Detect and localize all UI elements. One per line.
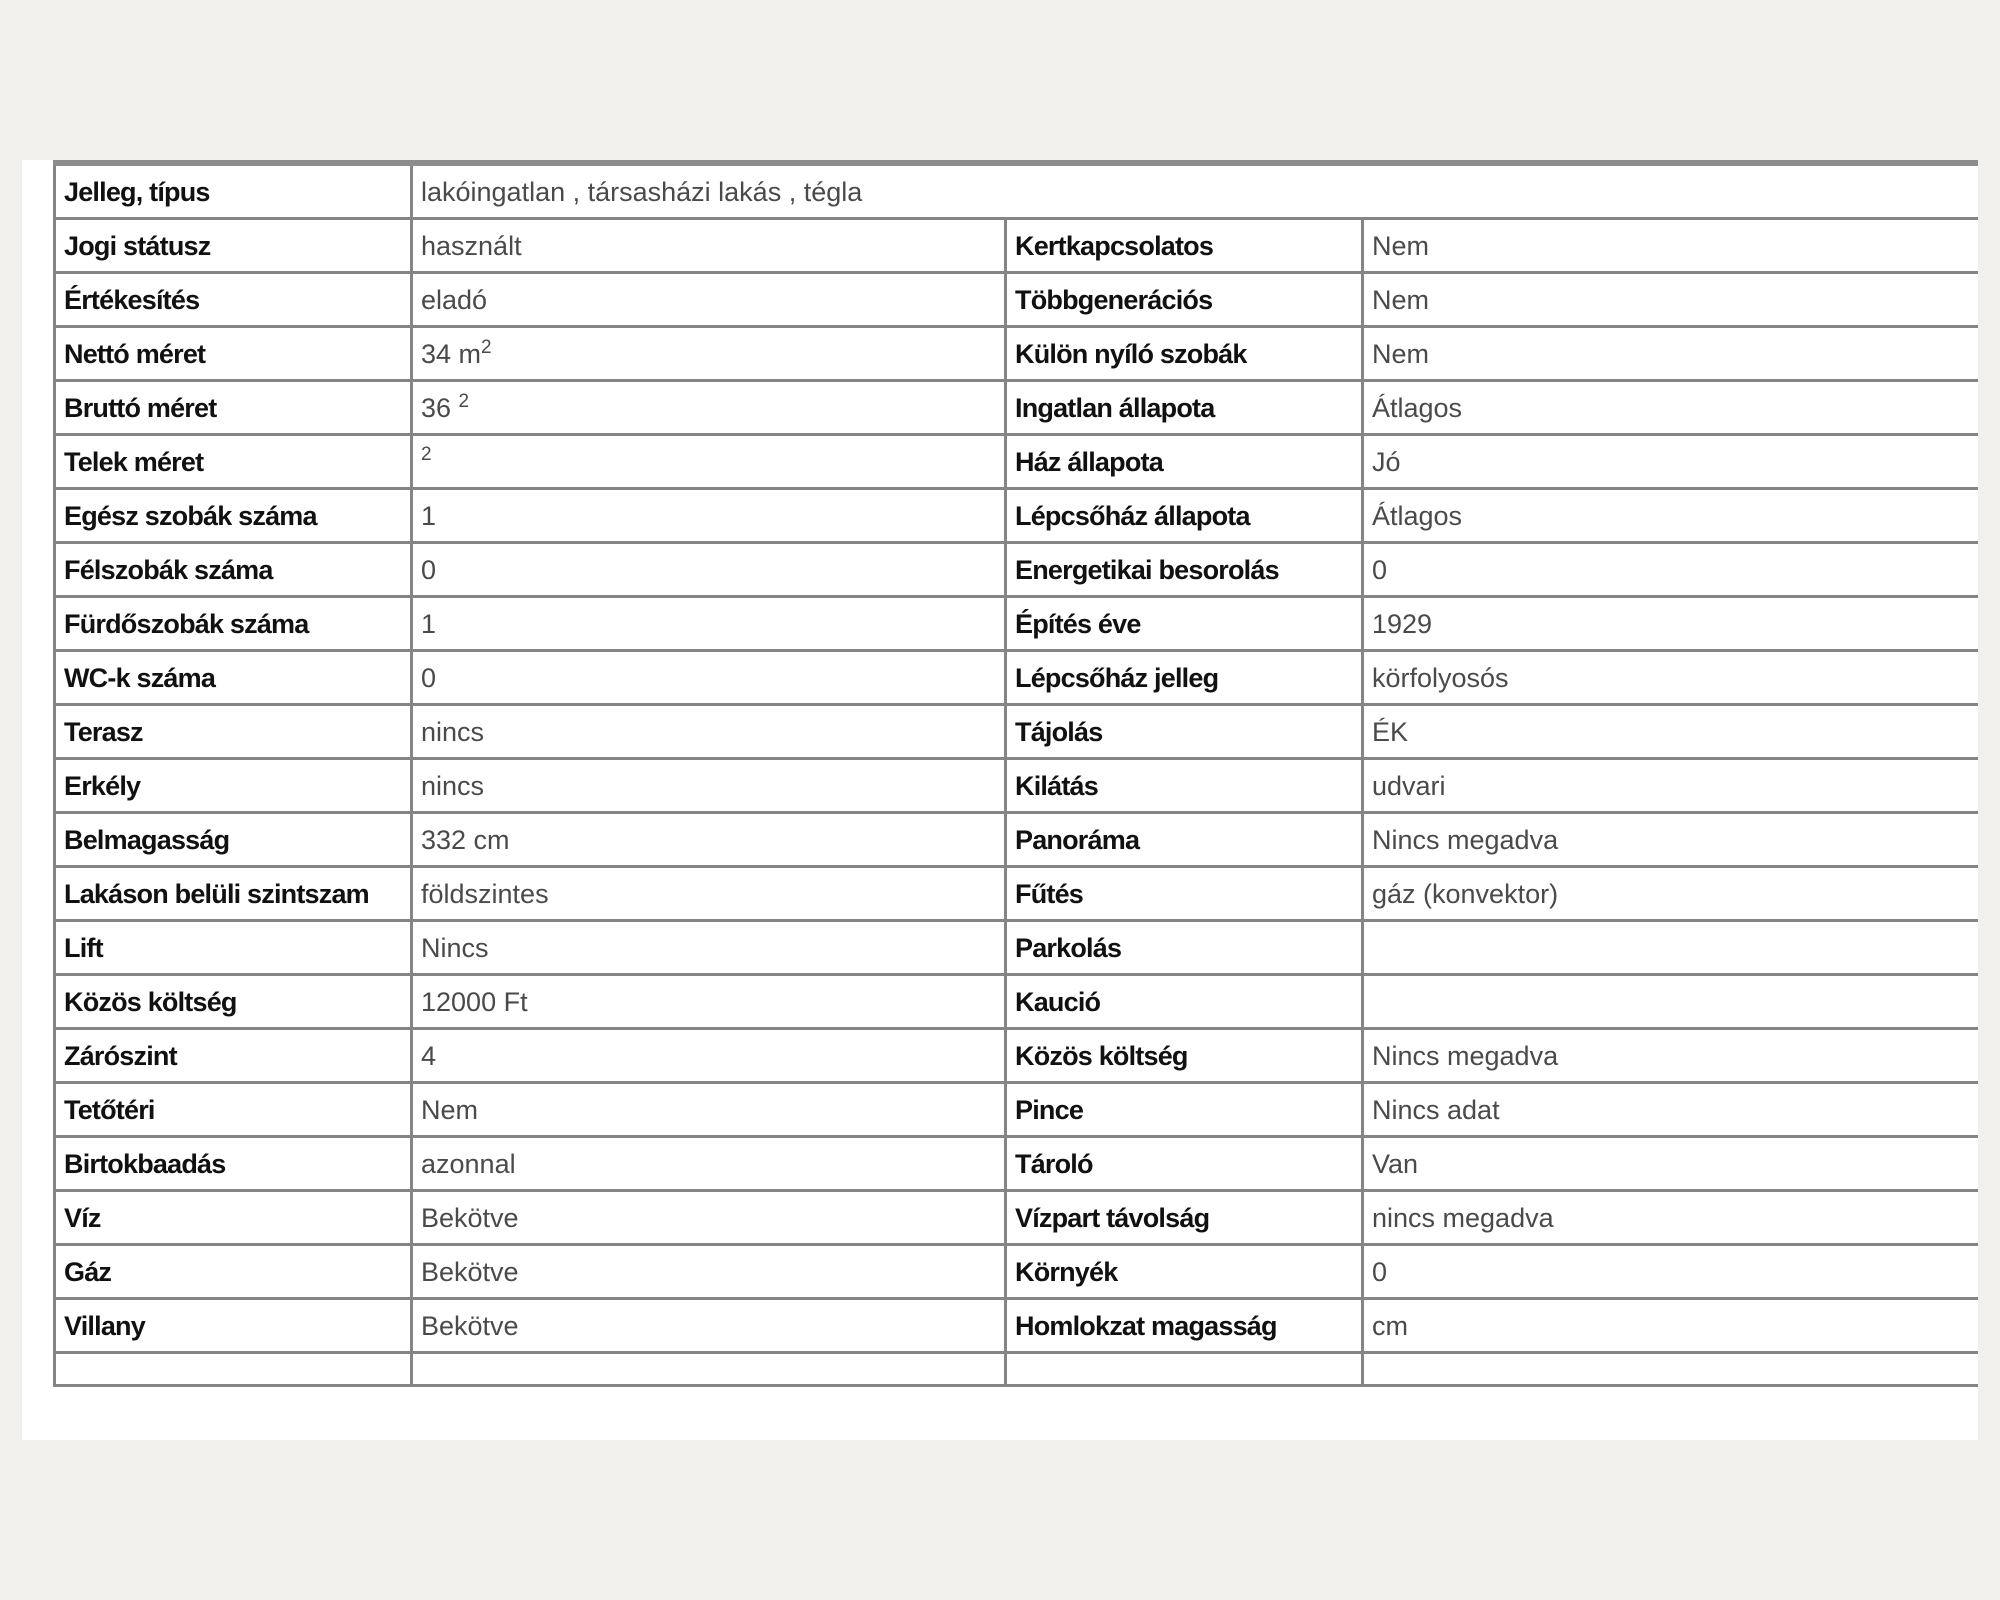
table-row bbox=[55, 489, 1979, 543]
table-row bbox=[55, 1083, 1979, 1137]
row-label: Fürdőszobák száma bbox=[55, 597, 412, 651]
row-label: Birtokbaadás bbox=[55, 1137, 412, 1191]
row-label-2: Lépcsőház jelleg bbox=[1006, 651, 1363, 705]
row-label: Jogi státusz bbox=[55, 219, 412, 273]
table-row bbox=[55, 597, 1979, 651]
row-label-2: Energetikai besorolás bbox=[1006, 543, 1363, 597]
row-label-2: Panoráma bbox=[1006, 813, 1363, 867]
row-label: Jelleg, típus bbox=[55, 163, 412, 219]
row-label-2: Fűtés bbox=[1006, 867, 1363, 921]
row-value bbox=[412, 435, 1006, 489]
table-row bbox=[55, 435, 1979, 489]
row-value: 0 bbox=[412, 543, 1006, 597]
row-value-2: nincs megadva bbox=[1363, 1191, 1979, 1245]
row-value-2 bbox=[1363, 921, 1979, 975]
row-label: Nettó méret bbox=[55, 327, 412, 381]
table-row bbox=[55, 813, 1979, 867]
row-label: Terasz bbox=[55, 705, 412, 759]
table-row bbox=[55, 651, 1979, 705]
table-row bbox=[55, 273, 1979, 327]
row-value-2: Átlagos bbox=[1363, 489, 1979, 543]
row-value-2: cm bbox=[1363, 1299, 1979, 1353]
row-label-2: Homlokzat magasság bbox=[1006, 1299, 1363, 1353]
row-value-2: körfolyosós bbox=[1363, 651, 1979, 705]
row-value-2 bbox=[1363, 975, 1979, 1029]
row-label: Lift bbox=[55, 921, 412, 975]
row-value: Bekötve bbox=[412, 1245, 1006, 1299]
row-value: nincs bbox=[412, 759, 1006, 813]
row-value-2: udvari bbox=[1363, 759, 1979, 813]
row-label: Közös költség bbox=[55, 975, 412, 1029]
document-sheet bbox=[22, 160, 1978, 1440]
superscript: 2 bbox=[458, 390, 470, 412]
row-label-2: Parkolás bbox=[1006, 921, 1363, 975]
row-value-2: Nem bbox=[1363, 219, 1979, 273]
row-label: Villany bbox=[55, 1299, 412, 1353]
row-value-2: 1929 bbox=[1363, 597, 1979, 651]
row-value: Nem bbox=[412, 1083, 1006, 1137]
row-value: 4 bbox=[412, 1029, 1006, 1083]
empty-cell bbox=[412, 1353, 1006, 1386]
row-value: földszintes bbox=[412, 867, 1006, 921]
row-label-2: Kaució bbox=[1006, 975, 1363, 1029]
row-value-2: 0 bbox=[1363, 1245, 1979, 1299]
row-label: Belmagasság bbox=[55, 813, 412, 867]
row-value: használt bbox=[412, 219, 1006, 273]
row-value: 332 cm bbox=[412, 813, 1006, 867]
table-row bbox=[55, 327, 1979, 381]
property-details-table bbox=[53, 160, 1978, 1387]
row-value: 0 bbox=[412, 651, 1006, 705]
row-value: azonnal bbox=[412, 1137, 1006, 1191]
row-label-2: Építés éve bbox=[1006, 597, 1363, 651]
row-label: Víz bbox=[55, 1191, 412, 1245]
row-label-2: Ház állapota bbox=[1006, 435, 1363, 489]
row-value: eladó bbox=[412, 273, 1006, 327]
row-label: Erkély bbox=[55, 759, 412, 813]
row-label-2: Tájolás bbox=[1006, 705, 1363, 759]
superscript: 2 bbox=[421, 443, 432, 465]
row-value-2: Nem bbox=[1363, 327, 1979, 381]
value-text: 34 m bbox=[421, 338, 482, 369]
row-value bbox=[412, 327, 1006, 381]
row-value: 1 bbox=[412, 597, 1006, 651]
row-label: Bruttó méret bbox=[55, 381, 412, 435]
table-row-cut-off bbox=[55, 1353, 1979, 1386]
row-value-2: Van bbox=[1363, 1137, 1979, 1191]
row-label: Tetőtéri bbox=[55, 1083, 412, 1137]
row-value: 1 bbox=[412, 489, 1006, 543]
row-value-2: ÉK bbox=[1363, 705, 1979, 759]
row-label: Félszobák száma bbox=[55, 543, 412, 597]
row-value-2: gáz (konvektor) bbox=[1363, 867, 1979, 921]
table-row bbox=[55, 163, 1979, 219]
row-value: Nincs bbox=[412, 921, 1006, 975]
row-label-2: Kertkapcsolatos bbox=[1006, 219, 1363, 273]
table-row bbox=[55, 381, 1979, 435]
empty-cell bbox=[55, 1353, 412, 1386]
table-row bbox=[55, 1137, 1979, 1191]
row-label: Telek méret bbox=[55, 435, 412, 489]
table-row bbox=[55, 1191, 1979, 1245]
table-row bbox=[55, 1245, 1979, 1299]
row-label-2: Vízpart távolság bbox=[1006, 1191, 1363, 1245]
row-value-2: Átlagos bbox=[1363, 381, 1979, 435]
table-row bbox=[55, 1029, 1979, 1083]
row-value-2: Nincs megadva bbox=[1363, 1029, 1979, 1083]
table-row bbox=[55, 219, 1979, 273]
row-label-2: Közös költség bbox=[1006, 1029, 1363, 1083]
table-row bbox=[55, 975, 1979, 1029]
empty-cell bbox=[1363, 1353, 1979, 1386]
value-text: 36 bbox=[421, 392, 459, 423]
row-value: nincs bbox=[412, 705, 1006, 759]
row-value: 12000 Ft bbox=[412, 975, 1006, 1029]
row-value-2: Nem bbox=[1363, 273, 1979, 327]
row-value-2: Jó bbox=[1363, 435, 1979, 489]
table-row bbox=[55, 543, 1979, 597]
row-value-2: 0 bbox=[1363, 543, 1979, 597]
row-value: Bekötve bbox=[412, 1299, 1006, 1353]
row-label-2: Kilátás bbox=[1006, 759, 1363, 813]
row-label-2: Környék bbox=[1006, 1245, 1363, 1299]
row-label-2: Pince bbox=[1006, 1083, 1363, 1137]
row-value bbox=[412, 381, 1006, 435]
row-value: Bekötve bbox=[412, 1191, 1006, 1245]
superscript: 2 bbox=[481, 336, 492, 358]
table-row bbox=[55, 867, 1979, 921]
row-label: Gáz bbox=[55, 1245, 412, 1299]
table-row bbox=[55, 921, 1979, 975]
row-label: WC-k száma bbox=[55, 651, 412, 705]
row-label: Lakáson belüli szintszam bbox=[55, 867, 412, 921]
row-label: Zárószint bbox=[55, 1029, 412, 1083]
row-value-2: Nincs megadva bbox=[1363, 813, 1979, 867]
row-value: lakóingatlan , társasházi lakás , tégla bbox=[412, 163, 1979, 219]
table-row bbox=[55, 705, 1979, 759]
row-value-2: Nincs adat bbox=[1363, 1083, 1979, 1137]
table-row bbox=[55, 1299, 1979, 1353]
row-label-2: Lépcsőház állapota bbox=[1006, 489, 1363, 543]
row-label-2: Ingatlan állapota bbox=[1006, 381, 1363, 435]
row-label-2: Többgenerációs bbox=[1006, 273, 1363, 327]
row-label-2: Külön nyíló szobák bbox=[1006, 327, 1363, 381]
table-row bbox=[55, 759, 1979, 813]
row-label-2: Tároló bbox=[1006, 1137, 1363, 1191]
empty-cell bbox=[1006, 1353, 1363, 1386]
row-label: Értékesítés bbox=[55, 273, 412, 327]
row-label: Egész szobák száma bbox=[55, 489, 412, 543]
